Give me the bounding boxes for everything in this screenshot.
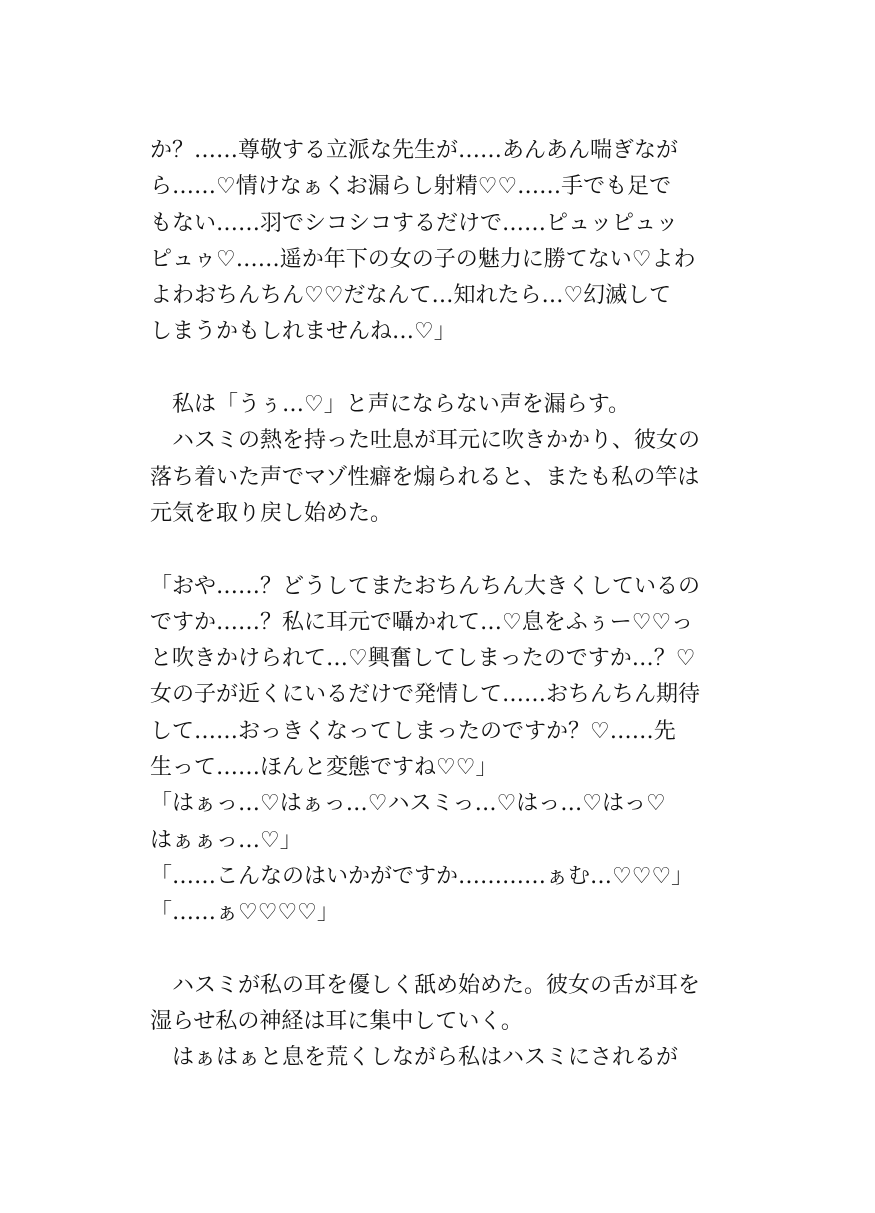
text-line: ら……♡情けなぁくお漏らし射精♡♡……手でも足で [150,174,672,200]
text-line: もない……羽でシコシコするだけで……ピュッピュッ [150,210,679,236]
text-line: 「……こんなのはいかがですか…………ぁむ…♡♡♡」 [150,863,694,889]
text-line: 元気を取り戻し始めた。 [150,500,393,526]
text-line: ハスミが私の耳を優しく舐め始めた。彼女の舌が耳を [150,972,701,998]
novel-text-body [150,133,730,1077]
text-line: 落ち着いた声でマゾ性癖を煽られると、またも私の竿は [150,464,700,490]
text-line: ハスミの熱を持った吐息が耳元に吹きかかり、彼女の [150,428,701,454]
text-line: 私は「うぅ…♡」と声にならない声を漏らす。 [150,392,630,418]
text-line: して……おっきくなってしまったのですか？♡……先 [150,718,676,744]
text-line: 「はぁっ…♡はぁっ…♡ハスミっ…♡はっ…♡はっ♡ [150,791,666,817]
text-line: はぁはぁと息を荒くしながら私はハスミにされるが [150,1045,679,1071]
text-line: 湿らせ私の神経は耳に集中していく。 [150,1009,523,1035]
text-line: か？……尊敬する立派な先生が……あんあん喘ぎなが [150,138,679,163]
paragraph-gap [150,532,730,568]
text-line: 「おや……？どうしてまたおちんちん大きくしているの [150,573,701,599]
text-line: はぁぁっ…♡」 [150,827,302,853]
text-line: 「……ぁ♡♡♡♡」 [150,900,339,926]
text-line: ピュゥ♡……遥か年下の女の子の魅力に勝てない♡よわ [150,246,696,272]
paragraph-gap [150,351,730,387]
text-line: よわおちんちん♡♡だなんて…知れたら…♡幻滅して [150,283,672,309]
text-line: 生って……ほんと変態ですね♡♡」 [150,755,498,781]
text-line: しまうかもしれませんね…♡」 [150,319,456,345]
text-line: ですか……？私に耳元で囁かれて…♡息をふぅー♡♡っ [150,609,694,635]
text-line: と吹きかけられて…♡興奮してしまったのですか…？♡ [150,646,696,672]
text-line: 女の子が近くにいるだけで発情して……おちんちん期待 [150,682,701,708]
paragraph-gap [150,932,730,968]
